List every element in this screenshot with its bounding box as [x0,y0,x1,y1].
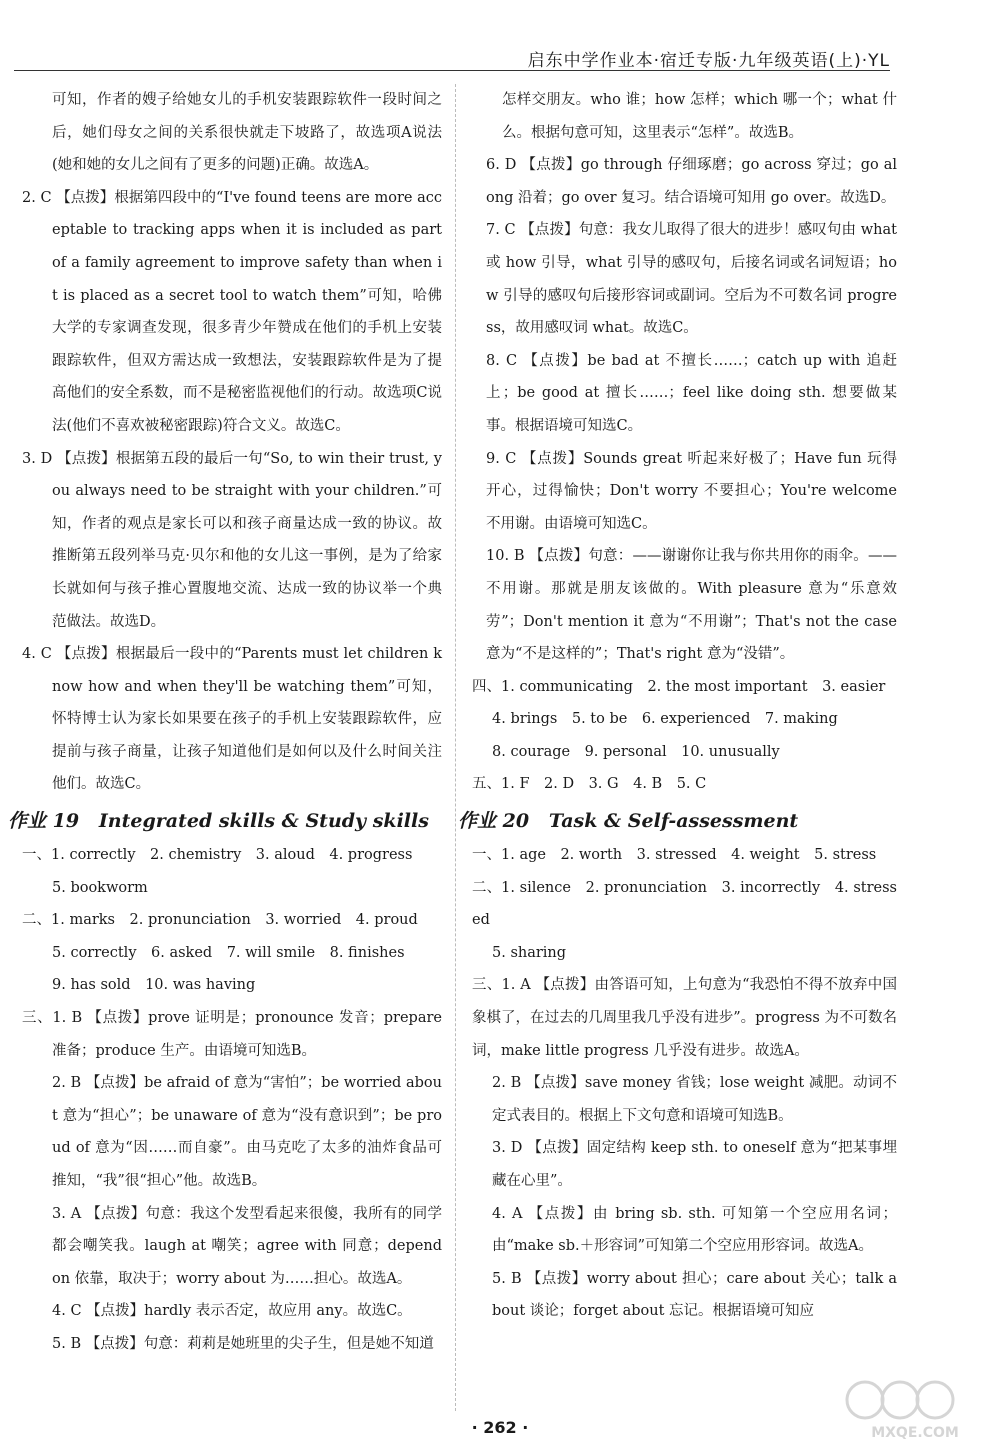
answer-item: 2. B 【点拨】be afraid of 意为“害怕”；be worried about 意为“担心”；be unaware of 意为“没有意识到”；be proud of 意为“因……而自豪”。由马克吃了太多的油炸食品可推知，“我”很“担心”他。故选B。 [52,1075,442,1189]
answer-item-10: 10. B 【点拨】句意：——谢谢你让我与你共用你的雨伞。——不用谢。那就是朋友该做的。With pleasure 意为“乐意效劳”；Don't mention it 意为“不用谢”；That's not the case 意为“不是这样的”；That's right 意为“没错”。 [486,548,897,663]
section-title: Integrated skills & Study skills [98,810,429,833]
answer-row: 5. bookworm [52,879,148,896]
answer-item-2: 2. C 【点拨】根据第四段中的“I've found teens are more acceptable to tracking apps when it is included as part of a family agreement to improve safety than when it is placed as a secret tool to watch them”可知，哈佛大学的专家调查发现，很多青少年赞成在他们的手机上安装跟踪软件，但双方需达成一致想法，安装跟踪软件是为了提高他们的安全系数，而不是秘密监视他们的行动。故选项C说法(他们不喜欢被秘密跟踪)符合文义。故选C。 [22,189,442,434]
answer-item: 2. B 【点拨】save money 省钱；lose weight 减肥。动词不定式表目的。根据上下文句意和语境可知选B。 [492,1075,897,1124]
header-title: 启东中学作业本·宿迁专版·九年级英语(上)·YL [527,51,890,71]
answer-item-9: 9. C 【点拨】Sounds great 听起来好极了；Have fun 玩得开心，过得愉快；Don't worry 不要担心；You're welcome 不用谢。由语境可知选C。 [486,450,897,532]
column-divider [455,84,456,1411]
answer-row: 9. has sold 10. was having [52,977,256,994]
answer-item-8: 8. C 【点拨】be bad at 不擅长……；catch up with 追赶上；be good at 擅长……；feel like doing sth. 想要做某事。根据语境可知选C。 [486,352,897,434]
section-heading-19 [8,803,442,839]
answer-item: 4. C 【点拨】hardly 表示否定，故应用 any。故选C。 [52,1303,412,1320]
answer-row: 二、1. silence 2. pronunciation 3. incorrectly 4. stressed [472,879,897,929]
answer-item: 5. B 【点拨】worry about 担心；care about 关心；talk about 谈论；forget about 忘记。根据语境可知应 [492,1270,897,1320]
answer-item-3: 3. D 【点拨】根据第五段的最后一句“So, to win their trust, you always need to be straight with your children.”可知，作者的观点是家长可以和孩子商量达成一致的协议。故推断第五段列举马克·贝尔和他的女儿这一事例，是为了给家长就如何与孩子推心置腹地交流、达成一致的协议举一个典范做法。故选D。 [22,450,442,630]
page-header [14,30,890,71]
answer-row: 一、1. age 2. worth 3. stressed 4. weight 5. stress [472,847,877,864]
answer-row: 四、1. communicating 2. the most important 3. easier [472,678,886,695]
answer-item-4: 4. C 【点拨】根据最后一段中的“Parents must let children know how and when they'll be watching them”可知，怀特博士认为家长如果要在孩子的手机上安装跟踪软件，应提前与孩子商量，让孩子知道他们是如何以及什么时间关注他们。故选C。 [22,646,442,793]
section-number: 作业 20 [458,810,530,833]
answer-item: 三、1. B 【点拨】prove 证明是；pronounce 发音；prepare 准备；produce 生产。由语境可知选B。 [22,1010,442,1059]
answer-row: 5. correctly 6. asked 7. will smile 8. finishes [52,944,405,961]
answer-row: 8. courage 9. personal 10. unusually [492,743,780,760]
answer-row: 二、1. marks 2. pronunciation 3. worried 4. proud [22,912,418,929]
answer-paragraph: 怎样交朋友。who 谁；how 怎样；which 哪一个；what 什么。根据句意可知，这里表示“怎样”。故选B。 [502,92,897,141]
answer-row: 5. sharing [492,944,567,961]
answer-row: 一、1. correctly 2. chemistry 3. aloud 4. progress [22,847,413,864]
answer-item-7: 7. C 【点拨】句意：我女儿取得了很大的进步！感叹句由 what 或 how 引导，what 引导的感叹句，后接名词或名词短语；how 引导的感叹句后接形容词或副词。空后为不可数名词 progress，故用感叹词 what。故选C。 [486,222,897,337]
watermark-logo [840,1375,990,1445]
answer-item: 5. B 【点拨】句意：莉莉是她班里的尖子生，但是她不知道 [52,1335,434,1352]
page-number: · 262 · [471,1418,529,1437]
left-column [8,84,442,1411]
answer-item-6: 6. D 【点拨】go through 仔细琢磨；go across 穿过；go along 沿着；go over 复习。结合语境可知用 go over。故选D。 [486,157,897,206]
answer-item: 4. A 【点拨】由 bring sb. sth. 可知第一个空应用名词；由“make sb.＋形容词”可知第二个空应用形容词。故选A。 [492,1205,897,1255]
answer-row: 五、1. F 2. D 3. G 4. B 5. C [472,776,707,793]
section-number: 作业 19 [8,810,80,833]
answer-item: 3. D 【点拨】固定结构 keep sth. to oneself 意为“把某事埋藏在心里”。 [492,1140,897,1189]
answer-row: 4. brings 5. to be 6. experienced 7. making [492,711,838,728]
answer-item: 三、1. A 【点拨】由答语可知，上句意为“我恐怕不得不放弃中国象棋了，在过去的几周里我几乎没有进步”。progress 为不可数名词，make little progress 几乎没有进步。故选A。 [472,977,897,1059]
answer-item: 3. A 【点拨】句意：我这个发型看起来很傻，我所有的同学都会嘲笑我。laugh at 嘲笑；agree with 同意；depend on 依靠，取决于；worry about 为……担心。故选A。 [52,1205,442,1287]
watermark-text: MXQE.COM [871,1425,959,1441]
answer-paragraph: 可知，作者的嫂子给她女儿的手机安装跟踪软件一段时间之后，她们母女之间的关系很快就走下坡路了，故选项A说法(她和她的女儿之间有了更多的问题)正确。故选A。 [52,92,442,174]
section-heading-20 [458,803,897,839]
section-title: Task & Self-assessment [548,810,799,833]
right-column [458,84,897,1411]
